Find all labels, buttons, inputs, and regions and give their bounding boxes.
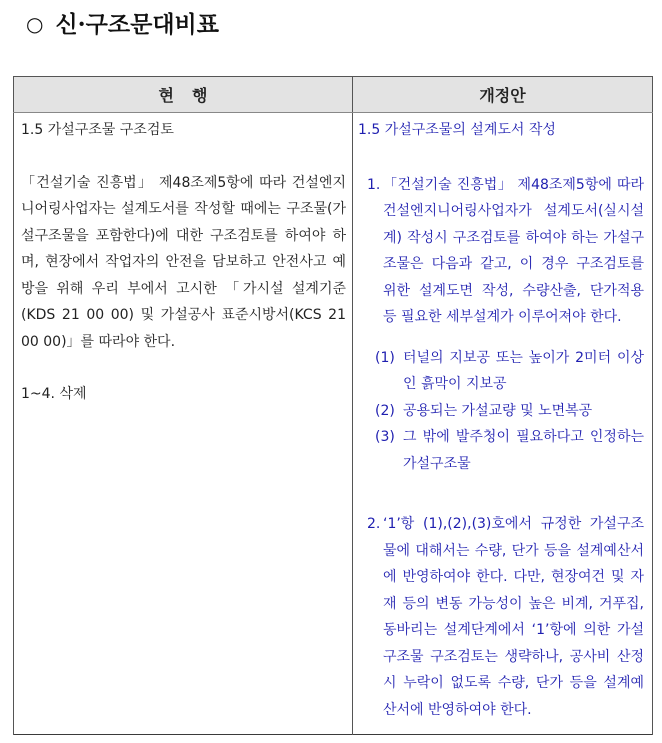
item-text: 「건설기술 진흥법」 제48조제5항에 따라 건설엔지니어링사업자가 설계도서(실시설계) 작성시 구조검토를 하여야 하는 가설구조물은 다음과 같고, 이 경우 구조검토를 위한 설계도면 작성, 수량산출, 단가적용 등 필요한 세부설계가 이루어져야 한다.: [383, 176, 644, 325]
current-section-heading: 1.5 가설구조물 구조검토: [21, 122, 174, 138]
table-header-row: [14, 77, 653, 113]
header-current: 현행: [14, 77, 353, 113]
sub-item-number: (2): [375, 402, 395, 419]
current-column-cell: [14, 113, 353, 735]
item-number: 2.: [367, 516, 381, 532]
proposed-section-heading: 1.5 가설구조물의 설계도서 작성: [358, 122, 556, 138]
spacer: [21, 144, 346, 170]
sub-item-text: 공용되는 가설교량 및 노면복공: [403, 402, 593, 419]
sub-item-text: 그 밖에 발주청이 필요하다고 인정하는 가설구조물: [403, 429, 644, 472]
proposed-item-2: [358, 511, 644, 723]
title-bullet-icon: ○: [26, 12, 44, 36]
sub-item-number: (3): [375, 429, 395, 445]
page-title: [26, 6, 219, 39]
spacer: [21, 355, 346, 381]
spacer: [358, 144, 644, 170]
sub-item-2: [358, 398, 644, 425]
sub-item-list: [358, 345, 644, 478]
table-row: [14, 113, 653, 735]
current-deleted-note: 1~4. 삭제: [21, 386, 87, 402]
spacer: [358, 477, 644, 511]
sub-item-text: 터널의 지보공 또는 높이가 2미터 이상인 흙막이 지보공: [403, 349, 644, 392]
proposed-column-cell: [353, 113, 653, 735]
proposed-item-1: [358, 172, 644, 331]
sub-item-number: (1): [375, 349, 395, 366]
sub-item-3: [358, 424, 644, 477]
item-number: 1.: [367, 176, 381, 193]
page-title-text: 신·구조문대비표: [55, 11, 219, 38]
item-text: ‘1’항 (1),(2),(3)호에서 규정한 가설구조물에 대해서는 수량, 단가 등을 설계예산서에 반영하여야 한다. 다만, 현장여건 및 자재 등의 변동 가능성이 높은 비계, 거푸집, 동바리는 설계단계에서 ‘1’항에 의한 가설구조물 구조검토는 생략하나, 공사비 산정시 누락이 없도록 수량, 단가 등을 설계예산서에 반영하여야 한다.: [383, 516, 644, 718]
comparison-table: [13, 76, 653, 735]
current-body-text: 「건설기술 진흥법」 제48조제5항에 따라 건설엔지니어링사업자는 설계도서를 작성할 때에는 구조물(가설구조물을 포함한다)에 대한 구조검토를 하여야 하며, 현장에서 작업자의 안전을 담보하고 안전사고 예방을 위해 우리 부에서 고시한 「가시설 설계기준(KDS 21 00 00) 및 가설공사 표준시방서(KCS 21 00 00)」를 따라야 한다.: [21, 174, 346, 350]
sub-item-1: [358, 345, 644, 398]
header-proposed: 개정안: [353, 77, 653, 113]
